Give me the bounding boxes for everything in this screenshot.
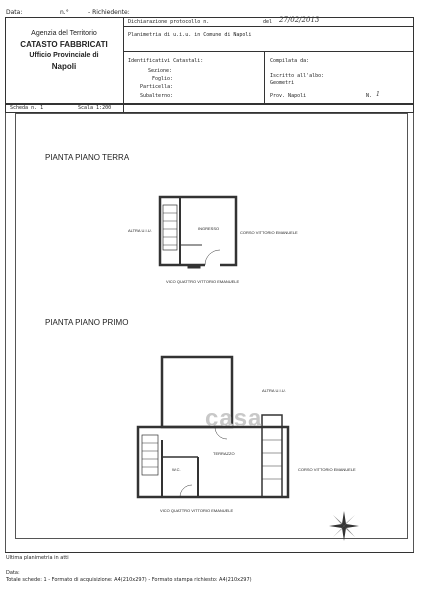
scheda-row <box>5 104 414 113</box>
number-label: n.° <box>60 9 69 16</box>
header-divider-vertical <box>123 17 124 104</box>
header-divider-protocol <box>123 26 414 27</box>
first-floor-title: PIANTA PIANO PRIMO <box>45 318 129 327</box>
header-divider-compiler <box>264 51 265 104</box>
watermark: casa <box>205 405 263 432</box>
parcel-label: Particella: <box>140 84 174 90</box>
register-number-value: 1 <box>376 91 380 98</box>
compiled-by-label: Compilata da: <box>270 58 310 64</box>
right-margin-line <box>413 113 414 553</box>
scale-label: Scala 1:200 <box>78 105 112 111</box>
protocol-date: 27/02/2013 <box>279 16 320 24</box>
register-label: Iscritto all'albo: <box>270 73 325 79</box>
agency-name: Agenzia del Territorio <box>31 30 97 37</box>
province-label: Prov. Napoli <box>270 93 307 99</box>
last-plan-note: Ultima planimetria in atti <box>6 555 69 561</box>
office-label: Ufficio Provinciale di <box>29 52 99 59</box>
plan-municipality: Planimetria di u.i.u. in Comune di Napoli <box>128 32 252 38</box>
office-city: Napoli <box>51 62 77 71</box>
cadastral-identifiers-label: Identificativi Catastali: <box>128 58 204 64</box>
ground-room-label: INGRESSO <box>198 226 220 231</box>
ground-floor-title: PIANTA PIANO TERRA <box>45 153 130 162</box>
section-label: Sezione: <box>148 68 173 74</box>
footer-date-label: Data: <box>6 570 20 576</box>
ground-right-label: CORSO VITTORIO EMANUELE <box>240 230 298 235</box>
left-margin-line <box>5 113 6 553</box>
first-room-label: TERRAZZO <box>213 451 235 456</box>
subaltern-label: Subalterno: <box>140 93 174 99</box>
header-divider-horizontal <box>123 51 414 52</box>
sheet-label: Foglio: <box>152 76 174 82</box>
ground-floor-plan <box>120 185 320 290</box>
scheda-divider <box>123 104 124 113</box>
footer-divider <box>5 552 414 553</box>
register-number-label: N. <box>366 93 373 99</box>
footer-totals: Totale schede: 1 - Formato di acquisizione: A4(210x297) - Formato stampa richiesto: A4(210x297) <box>6 577 252 583</box>
requester-label: - Richiedente: <box>88 9 130 16</box>
catasto-title: CATASTO FABBRICATI <box>20 40 108 49</box>
register-value: Geometri <box>270 80 295 86</box>
scheda-label: Scheda n. 1 <box>10 105 44 111</box>
ground-bottom-label: VICO QUATTRO VITTORIO EMANUELE <box>166 279 240 284</box>
date-label: Data: <box>6 9 23 16</box>
compass-rose-icon <box>328 510 360 542</box>
first-right-label: CORSO VITTORIO EMANUELE <box>298 467 356 472</box>
protocol-label: Dichiarazione protocollo n. <box>128 19 210 25</box>
first-top-label: ALTRA U.I.U. <box>262 388 286 393</box>
protocol-del-label: del <box>263 19 273 25</box>
first-bottom-label: VICO QUATTRO VITTORIO EMANUELE <box>160 508 234 513</box>
first-wc-label: W.C. <box>172 467 181 472</box>
ground-left-label: ALTRA U.I.U. <box>128 228 152 233</box>
